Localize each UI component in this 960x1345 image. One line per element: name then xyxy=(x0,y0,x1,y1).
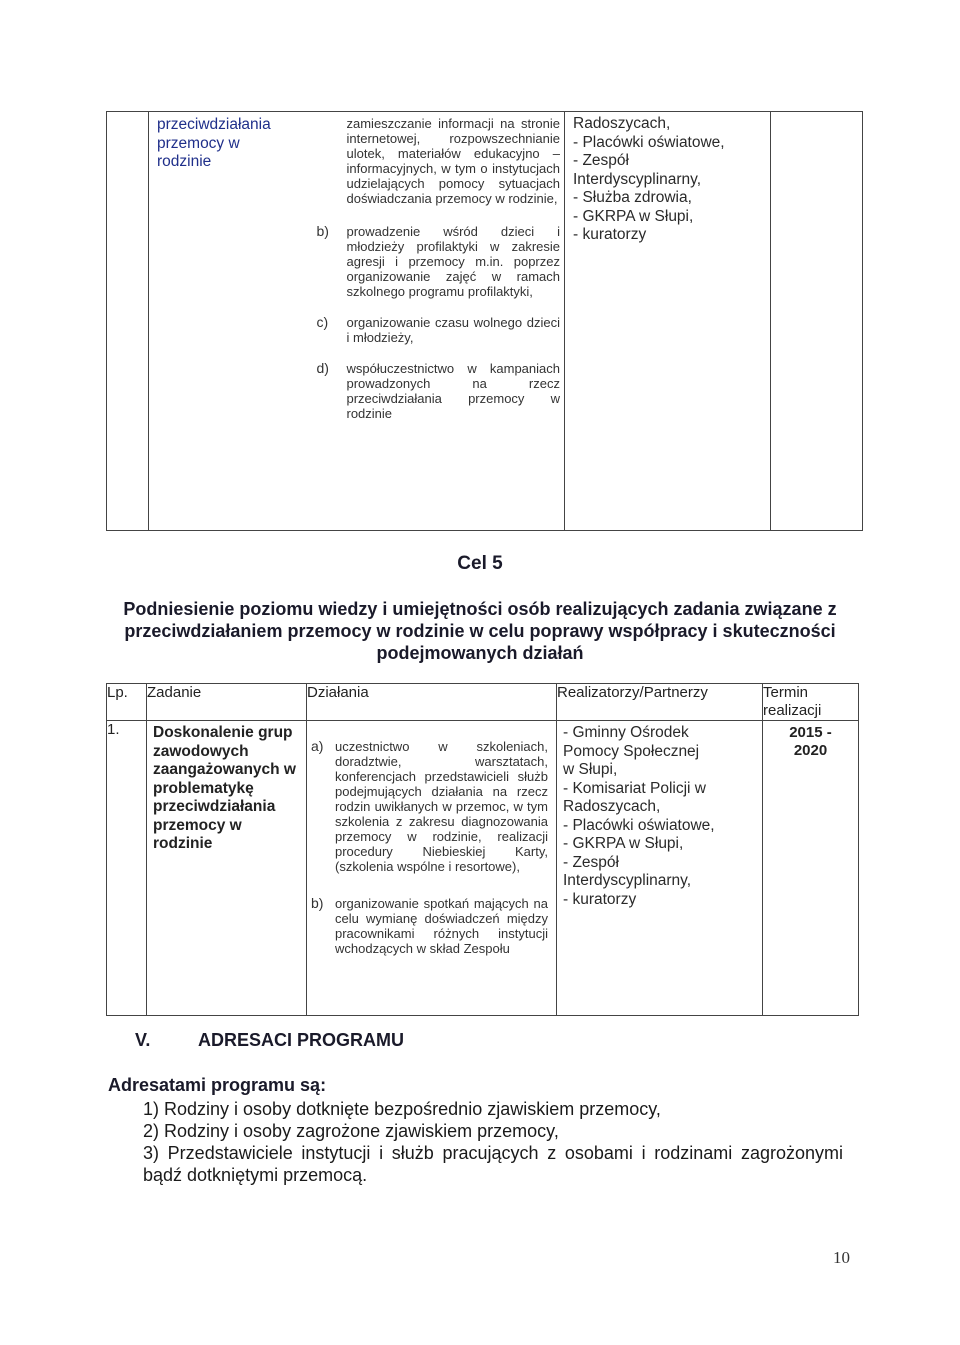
row-task-cell xyxy=(147,721,307,1016)
action-item-b xyxy=(311,896,552,956)
partner-line: - Placówki oświatowe, xyxy=(573,133,725,151)
list-item: 1) Rodziny i osoby dotknięte bezpośrednio zjawiskiem przemocy, xyxy=(143,1099,661,1119)
row-term: 2015 - 2020 xyxy=(789,724,832,759)
section-title: ADRESACI PROGRAMU xyxy=(198,1030,405,1050)
actions-cell xyxy=(313,112,565,531)
task-text: przeciwdziałania przemocy w rodzinie xyxy=(157,116,271,170)
top-table xyxy=(106,111,863,531)
header-task: Zadanie xyxy=(147,684,307,721)
action-text: organizowanie spotkań mających na celu wymianę doświadczeń między pracownikami różnych instytucji wchodzących w skład Zespołu xyxy=(335,896,548,956)
header-lp: Lp. xyxy=(107,684,147,721)
header-actions: Działania xyxy=(307,684,557,721)
partner-line: w Słupi, xyxy=(563,761,618,778)
list-item: 3) Przedstawiciele instytucji i służb pracujących z osobami i rodzinami zagrożonymi bądź dotkniętymi przemocą. xyxy=(143,1143,843,1185)
partner-line: Interdyscyplinarny, xyxy=(563,872,692,889)
row-task: Doskonalenie grup zawodowych zaangażowanych w problematykę przeciwdziałania przemocy w rodzinie xyxy=(153,724,296,852)
lp-cell xyxy=(107,112,149,531)
header-partners: Realizatorzy/Partnerzy xyxy=(557,684,763,721)
section-intro: Adresatami programu są: xyxy=(108,1075,327,1095)
goal-title: Cel 5 xyxy=(457,553,503,574)
addressees-list xyxy=(143,1098,843,1186)
action-item-a xyxy=(311,739,552,874)
partner-line: - Placówki oświatowe, xyxy=(563,816,715,834)
header-term: Termin realizacji xyxy=(763,684,859,721)
partners-list xyxy=(565,112,770,248)
goal-text: Podniesienie poziomu wiedzy i umiejętności osób realizujących zadania związane z przeciwdziałaniem przemocy w rodzinie w celu poprawy współpracy i skuteczności podejmowanych działań xyxy=(123,599,837,663)
partners-cell xyxy=(565,112,771,531)
partner-line: Interdyscyplinarny, xyxy=(573,170,702,188)
action-text: prowadzenie wśród dzieci i młodzieży profilaktyki w zakresie agresji i przemocy m.in. poprzez organizowanie zajęć w ramach szkolnego programu profilaktyki, xyxy=(346,224,560,299)
partner-line: - GKRPA w Słupi, xyxy=(573,207,694,225)
action-item-a xyxy=(317,116,561,206)
term-cell xyxy=(771,112,863,531)
partner-line: - kuratorzy xyxy=(573,226,647,243)
tasks-table xyxy=(106,683,859,1016)
partner-line: - GKRPA w Słupi, xyxy=(563,835,684,852)
page-number: 10 xyxy=(833,1248,850,1267)
action-label: a) xyxy=(311,738,324,754)
list-item: 2) Rodziny i osoby zagrożone zjawiskiem przemocy, xyxy=(143,1121,559,1141)
partner-line: Pomocy Społecznej xyxy=(563,742,700,760)
task-gap-cell xyxy=(305,112,313,531)
partner-line: - Zespół xyxy=(563,853,619,871)
section-number: V. xyxy=(135,1030,151,1050)
partner-line: - Służba zdrowia, xyxy=(573,189,692,206)
task-cell xyxy=(149,112,305,531)
action-text: organizowanie czasu wolnego dzieci i młodzieży, xyxy=(346,315,560,345)
action-item-c xyxy=(317,315,561,345)
action-label: b) xyxy=(311,895,324,911)
partners-list xyxy=(557,721,762,912)
action-text: zamieszczanie informacji na stronie internetowej, rozpowszechnianie ulotek, materiałów edukacyjno – informacyjnych, w tym o instytucjach udzielających pomocy sytuacjach doświadczania przemocy w rodzinie, xyxy=(346,116,560,206)
action-label: b) xyxy=(316,223,329,239)
partner-line: - Komisariat Policji w xyxy=(563,779,706,797)
action-text: uczestnictwo w szkoleniach, doradztwie, warsztatach, konferencjach przedstawicieli służb podejmujących działania na rzecz rodzin uwikłanych w przemoc, w tym szkolenia z zakresu diagnozowania przemocy w rodzinie, realizacji procedury Niebieskiej Karty, (szkolenia wspólne i resortowe), xyxy=(335,739,548,874)
action-label: d) xyxy=(316,360,329,376)
row-actions-cell xyxy=(307,721,557,1016)
action-item-d xyxy=(317,361,561,421)
row-partners-cell xyxy=(557,721,763,1016)
partner-line: - Gminny Ośrodek xyxy=(563,724,689,741)
action-item-b xyxy=(317,224,561,299)
action-label: c) xyxy=(316,314,329,330)
row-term-cell xyxy=(763,721,859,1016)
partner-line: Radoszycach, xyxy=(573,115,671,132)
action-text: współuczestnictwo w kampaniach prowadzonych na rzecz przeciwdziałania przemocy w rodzinie xyxy=(346,361,560,421)
row-lp: 1. xyxy=(107,721,147,1016)
partner-line: - kuratorzy xyxy=(563,890,637,908)
partner-line: - Zespół xyxy=(573,152,629,169)
partner-line: Radoszycach, xyxy=(563,798,661,815)
